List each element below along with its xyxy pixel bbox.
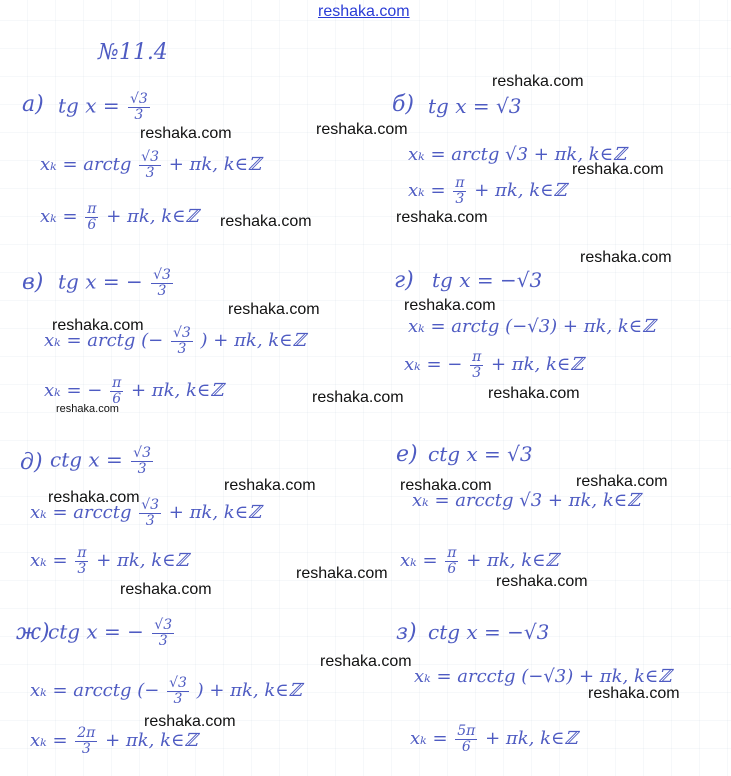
- part-v-step1: xₖ = arctg (− $\frac{√3}{3}$ ) + πk, k∈ℤ: [44, 325, 306, 357]
- part-g-step2: xₖ = − $\frac{\pi}{3}$ + πk, k∈ℤ: [404, 349, 584, 381]
- part-e-step2: xₖ = $\frac{\pi}{6}$ + πk, k∈ℤ: [400, 545, 559, 577]
- part-zh-step1: xₖ = arcctg (− $\frac{√3}{3}$ ) + πk, k∈ℤ: [30, 675, 302, 707]
- watermark: reshaka.com: [228, 301, 320, 318]
- part-b-equation: tg x = √3: [428, 94, 522, 118]
- watermark: reshaka.com: [56, 403, 119, 415]
- part-a-step2: xₖ = $\frac{\pi}{6}$ + πk, k∈ℤ: [40, 201, 199, 233]
- part-a-equation: tg x = $\frac{√3}{3}$: [58, 91, 148, 123]
- watermark: reshaka.com: [52, 317, 144, 334]
- watermark: reshaka.com: [120, 581, 212, 598]
- part-g-step1: xₖ = arctg (−√3) + πk, k∈ℤ: [408, 316, 656, 337]
- part-v-step2: xₖ = − $\frac{\pi}{6}$ + πk, k∈ℤ: [44, 375, 224, 407]
- part-e-equation: ctg x = √3: [428, 442, 533, 466]
- watermark: reshaka.com: [572, 161, 664, 178]
- part-a-label: а): [22, 92, 44, 117]
- watermark: reshaka.com: [588, 685, 680, 702]
- watermark: reshaka.com: [316, 121, 408, 138]
- watermark: reshaka.com: [576, 473, 668, 490]
- part-d-step2: xₖ = $\frac{\pi}{3}$ + πk, k∈ℤ: [30, 545, 189, 577]
- part-d-equation: ctg x = $\frac{√3}{3}$: [50, 445, 151, 477]
- watermark: reshaka.com: [144, 713, 236, 730]
- watermark: reshaka.com: [48, 489, 140, 506]
- watermark: reshaka.com: [140, 125, 232, 142]
- part-z-step2: xₖ = $\frac{5\pi}{6}$ + πk, k∈ℤ: [410, 723, 578, 755]
- part-z-equation: ctg x = −√3: [428, 620, 550, 644]
- part-z-label: з): [396, 620, 417, 645]
- part-zh-step2: xₖ = $\frac{2\pi}{3}$ + πk, k∈ℤ: [30, 725, 198, 757]
- watermark: reshaka.com: [492, 73, 584, 90]
- problem-number: №11.4: [98, 40, 168, 65]
- part-v-label: в): [22, 270, 44, 295]
- watermark: reshaka.com: [320, 653, 412, 670]
- site-link[interactable]: reshaka.com: [318, 3, 410, 20]
- watermark: reshaka.com: [224, 477, 316, 494]
- part-g-equation: tg x = −√3: [432, 268, 543, 292]
- watermark: reshaka.com: [404, 297, 496, 314]
- part-zh-label: ж): [16, 620, 50, 645]
- watermark: reshaka.com: [400, 477, 492, 494]
- part-v-equation: tg x = − $\frac{√3}{3}$: [58, 267, 171, 299]
- part-z-step1: xₖ = arcctg (−√3) + πk, k∈ℤ: [414, 666, 672, 687]
- part-b-label: б): [392, 92, 415, 117]
- part-e-label: е): [396, 442, 418, 467]
- watermark: reshaka.com: [312, 389, 404, 406]
- part-d-label: д): [20, 450, 43, 475]
- watermark: reshaka.com: [220, 213, 312, 230]
- part-b-step2: xₖ = $\frac{\pi}{3}$ + πk, k∈ℤ: [408, 175, 567, 207]
- part-d-step1: xₖ = arcctg $\frac{√3}{3}$ + πk, k∈ℤ: [30, 497, 262, 529]
- part-b-step1: xₖ = arctg √3 + πk, k∈ℤ: [408, 144, 627, 165]
- watermark: reshaka.com: [580, 249, 672, 266]
- part-a-step1: xₖ = arctg $\frac{√3}{3}$ + πk, k∈ℤ: [40, 149, 262, 181]
- watermark: reshaka.com: [488, 385, 580, 402]
- part-zh-equation: ctg x = − $\frac{√3}{3}$: [48, 617, 173, 649]
- watermark: reshaka.com: [396, 209, 488, 226]
- watermark: reshaka.com: [296, 565, 388, 582]
- part-e-step1: xₖ = arcctg √3 + πk, k∈ℤ: [412, 490, 641, 511]
- watermark: reshaka.com: [496, 573, 588, 590]
- part-g-label: г): [394, 268, 414, 293]
